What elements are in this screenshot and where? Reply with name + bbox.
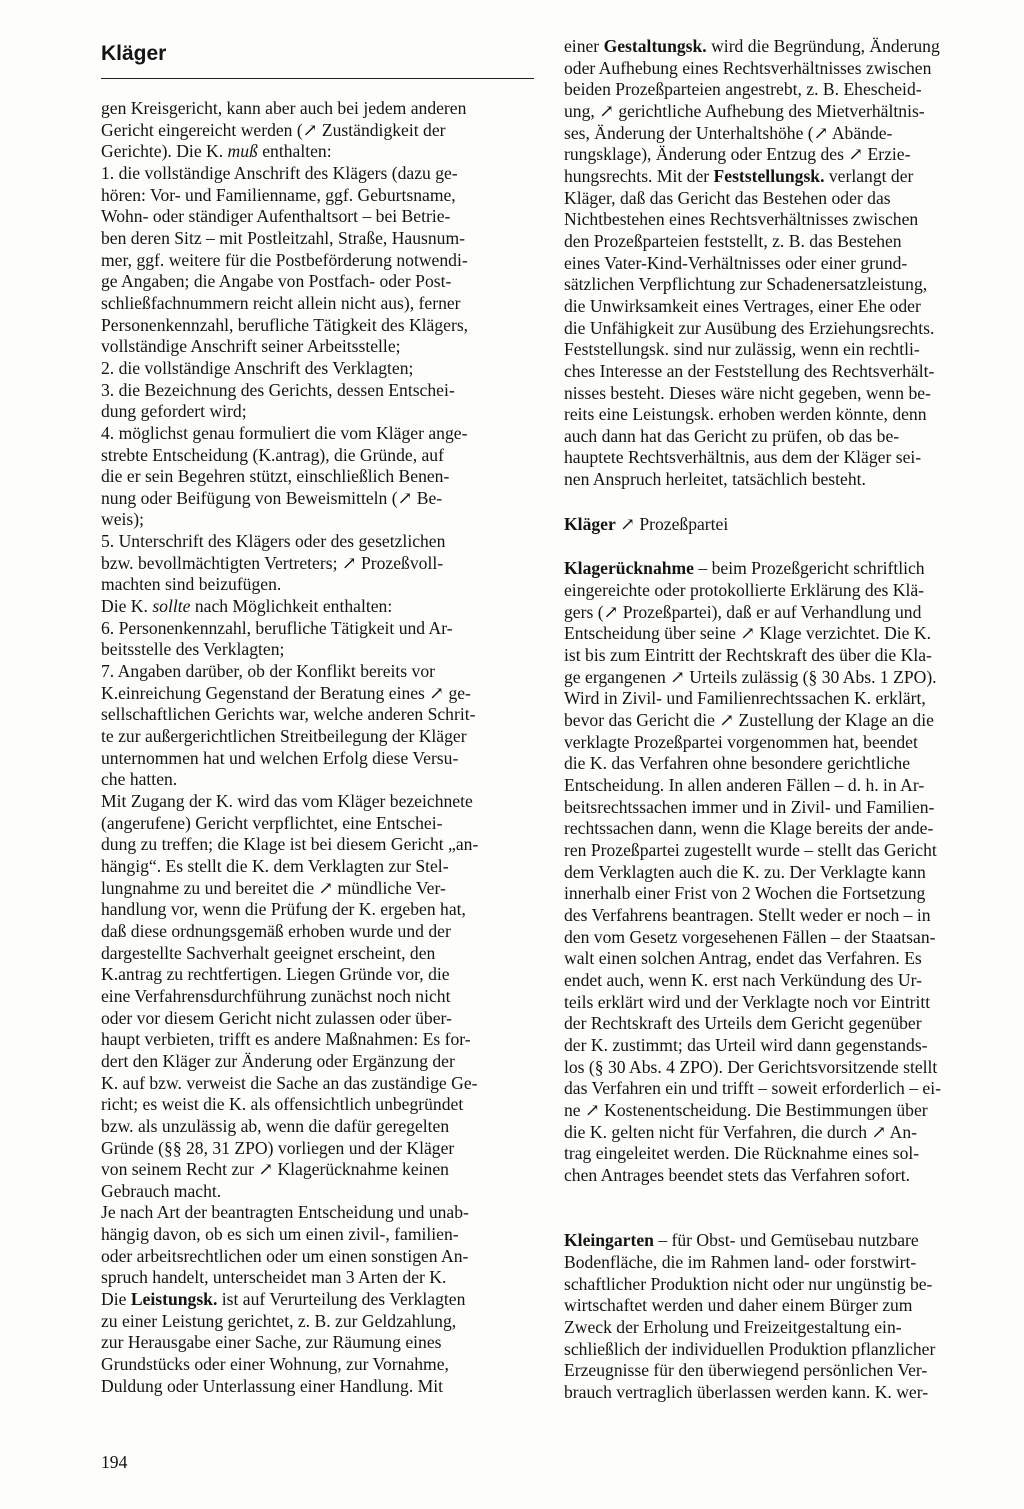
entry-text-line: – beim Prozeßgericht schriftlich — [694, 558, 925, 579]
entry-text-line: den vom Gesetz vorgesehenen Fällen – der Staatsan- — [564, 926, 936, 947]
body-text-line: schließfachnummern reicht allein nicht aus), ferner — [101, 292, 461, 313]
entry-text-line: der Rechtskraft des Urteils dem Gericht gegenüber — [564, 1013, 922, 1034]
body-text-line: (angerufene) Gericht verpflichtet, eine Entschei- — [101, 812, 443, 833]
body-text-line: rungsklage), Änderung oder Entzug des ↗ Erzie- — [564, 144, 911, 165]
entry-text-line: dem Verklagten auch die K. zu. Der Verklagte kann — [564, 861, 926, 882]
body-text-line: Feststellungsk. sind nur zulässig, wenn ein rechtli- — [564, 339, 920, 360]
entry-text-line: eingereichte oder protokollierte Erklärung des Klä- — [564, 580, 925, 601]
body-text-line: machten sind beizufügen. — [101, 574, 282, 595]
body-text-line: nisses besteht. Dieses wäre nicht gegeben, wenn be- — [564, 382, 931, 403]
body-text-line: richt; es weist die K. als offensichtlich unbegründet — [101, 1094, 464, 1115]
body-text-line: K.antrag zu rechtfertigen. Liegen Gründe vor, die — [101, 964, 450, 985]
body-text-line: 4. möglichst genau formuliert die vom Kläger ange- — [101, 422, 468, 443]
body-text-line: dung zu treffen; die Klage ist bei diesem Gericht „an- — [101, 834, 479, 855]
entry-text-line: gers (↗ Prozeßpartei), daß er auf Verhandlung und — [564, 601, 922, 622]
body-text-line: oder Aufhebung eines Rechtsverhältnisses zwischen — [564, 57, 932, 78]
body-text-line: dargestellte Sachverhalt geeignet erscheint, den — [101, 942, 436, 963]
entry-text-line: das Verfahren ein und trifft – soweit erforderlich – ei- — [564, 1078, 941, 1099]
left-column — [101, 98, 534, 1397]
body-text-line: 1. die vollständige Anschrift des Klägers (dazu ge- — [101, 162, 458, 183]
body-text-line: Gerichte). Die K. muß enthalten: — [101, 141, 332, 162]
entry-text-line: Erzeugnisse für den überwiegend persönlichen Ver- — [564, 1360, 928, 1381]
body-text-line: weis); — [101, 509, 144, 530]
entry-text-line: Zweck der Erholung und Freizeitgestaltung ein- — [564, 1317, 902, 1338]
body-text-line: gen Kreisgericht, kann aber auch bei jedem anderen — [101, 98, 467, 118]
body-text-line: te zur außergerichtlichen Streitbeilegung der Kläger — [101, 726, 467, 747]
body-text-line: die Unwirksamkeit eines Vertrages, einer Ehe oder — [564, 295, 921, 316]
body-text-line: dung gefordert wird; — [101, 401, 247, 422]
body-text-line: die er sein Begehren stützt, einschließlich Benen- — [101, 466, 450, 487]
body-text-line: 2. die vollständige Anschrift des Verklagten; — [101, 357, 414, 378]
body-text-line: den Prozeßparteien feststellt, z. B. das Bestehen — [564, 230, 902, 251]
body-text-line: Mit Zugang der K. wird das vom Kläger bezeichnete — [101, 791, 473, 811]
body-text-line: die Unfähigkeit zur Ausübung des Erziehungsrechts. — [564, 317, 935, 338]
body-text-line: hängig“. Es stellt die K. dem Verklagten zur Stel- — [101, 855, 449, 876]
body-text-line: 3. die Bezeichnung des Gerichts, dessen Entschei- — [101, 379, 455, 400]
body-text-line: auch dann hat das Gericht zu prüfen, ob das be- — [564, 425, 900, 446]
body-text-line: daß diese ordnungsgemäß erhoben wurde und der — [101, 920, 451, 941]
entry-text-line: chen Antrages beendet stets das Verfahren sofort. — [564, 1164, 911, 1185]
body-text-line: 5. Unterschrift des Klägers oder des gesetzlichen — [101, 531, 446, 552]
entry-text-line: los (§ 30 Abs. 4 ZPO). Der Gerichtsvorsitzende stellt — [564, 1056, 938, 1077]
body-text-line: dert den Kläger zur Änderung oder Ergänzung der — [101, 1050, 455, 1071]
body-text-line: haupt verbieten, trifft es andere Maßnahmen: Es for- — [101, 1029, 471, 1050]
body-text-line: Gebrauch macht. — [101, 1180, 222, 1201]
body-text-line: oder arbeitsrechtlichen oder um einen sonstigen An- — [101, 1245, 469, 1266]
entry-text-line: beitsrechtssachen immer und in Zivil- und Familien- — [564, 796, 935, 817]
body-text-line: mer, ggf. weitere für die Postbeförderung notwendi- — [101, 249, 468, 270]
entry-text-line: endet auch, wenn K. erst nach Verkündung des Ur- — [564, 969, 922, 990]
entry-klaeger — [564, 514, 996, 536]
entry-headword: Klagerücknahme — [564, 558, 694, 579]
entry-text-line: wirtschaftet werden und daher einem Bürger zum — [564, 1295, 913, 1316]
body-text-line: vollständige Anschrift seiner Arbeitsstelle; — [101, 336, 401, 357]
body-text-line: 6. Personenkennzahl, berufliche Tätigkeit und Ar- — [101, 617, 453, 638]
body-text-line: beiden Prozeßparteien angestrebt, z. B. Ehescheid- — [564, 79, 922, 100]
body-text-line: Kläger, daß das Gericht das Bestehen oder das — [564, 187, 891, 208]
body-text-line: beitsstelle des Verklagten; — [101, 639, 285, 660]
body-text-line: che hatten. — [101, 769, 178, 790]
body-text-line: oder vor diesem Gericht nicht zulassen oder über- — [101, 1007, 452, 1028]
body-text-line: Gründe (§§ 28, 31 ZPO) vorliegen und der Kläger — [101, 1137, 455, 1158]
entry-text-line: teils erklärt wird und der Verklagte noch vor Eintritt — [564, 991, 931, 1012]
running-head: Kläger — [101, 42, 167, 65]
body-text-line: eines Vater-Kind-Verhältnisses oder einer grund- — [564, 252, 908, 273]
body-text-line: ches Interesse an der Feststellung des Rechtsverhält- — [564, 360, 935, 381]
entry-text-line: Entscheidung. In allen anderen Fällen – d. h. in Ar- — [564, 775, 925, 795]
entry-text-line: der K. zustimmt; das Urteil wird dann gegenstands- — [564, 1034, 928, 1055]
entry-text-line: des Verfahrens beantragen. Stellt weder er noch – in — [564, 904, 931, 925]
entry-text-line: Entscheidung über seine ↗ Klage verzichtet. Die K. — [564, 623, 931, 644]
body-text-line: handlung vor, wenn die Prüfung der K. ergeben hat, — [101, 899, 466, 920]
entry-text-line: ne ↗ Kostenentscheidung. Die Bestimmungen über — [564, 1099, 928, 1120]
entry-kleingarten — [564, 1230, 996, 1403]
entry-headword: Kleingarten — [564, 1230, 654, 1251]
body-text-line: von seinem Recht zur ↗ Klagerücknahme keinen — [101, 1159, 449, 1180]
body-text-line: 7. Angaben darüber, ob der Konflikt bereits vor — [101, 661, 435, 682]
entry-text-line: ist bis zum Eintritt der Rechtskraft des über die Kla- — [564, 645, 932, 666]
body-text-line: Duldung oder Unterlassung einer Handlung. Mit — [101, 1375, 444, 1396]
entry-text-line: innerhalb einer Frist von 2 Wochen die Fortsetzung — [564, 883, 926, 904]
body-text-line: einer Gestaltungsk. wird die Begründung, Änderung — [564, 36, 940, 56]
page-number: 194 — [101, 1452, 128, 1472]
body-text-line: K. auf bzw. verweist die Sache an das zuständige Ge- — [101, 1072, 478, 1093]
header-rule — [101, 78, 534, 79]
body-text-line: ben deren Sitz – mit Postleitzahl, Straße, Hausnum- — [101, 227, 466, 248]
body-text-line: zu einer Leistung gerichtet, z. B. zur Geldzahlung, — [101, 1310, 457, 1331]
body-text-line: reits eine Leistungsk. erhoben werden könnte, denn — [564, 404, 927, 425]
entry-text-line: verklagte Prozeßpartei vorgenommen hat, beendet — [564, 731, 918, 752]
body-text-line: ses, Änderung der Unterhaltshöhe (↗ Abände- — [564, 122, 893, 143]
body-text-line: unternommen hat und welchen Erfolg diese Versu- — [101, 747, 459, 768]
entry-text-line: ren Prozeßpartei zugestellt wurde – stellt das Gericht — [564, 839, 937, 860]
body-text-line: eine Verfahrensdurchführung zunächst noch nicht — [101, 985, 451, 1006]
right-column — [564, 36, 996, 1404]
body-text-line: hauptete Rechtsverhältnis, aus dem der Kläger sei- — [564, 447, 922, 468]
entry-crossref: ↗ Prozeßpartei — [615, 513, 729, 534]
body-text-line: ge Angaben; die Angabe von Postfach- oder Post- — [101, 271, 452, 292]
body-text-line: nung oder Beifügung von Beweismitteln (↗ Be- — [101, 487, 443, 508]
body-text-line: hängig davon, ob es sich um einen zivil-, familien- — [101, 1224, 459, 1245]
body-text-line: Die K. sollte nach Möglichkeit enthalten: — [101, 596, 393, 617]
body-text-line: spruch handelt, unterscheidet man 3 Arten der K. — [101, 1267, 447, 1288]
entry-headword: Kläger — [564, 513, 616, 534]
entry-text-line: Wird in Zivil- und Familienrechtssachen K. erklärt, — [564, 688, 926, 709]
entry-text-line: schließlich der individuellen Produktion pflanzlicher — [564, 1338, 936, 1359]
entry-text-line: ge ergangenen ↗ Urteils zulässig (§ 30 Abs. 1 ZPO). — [564, 666, 937, 687]
body-text-line: ung, ↗ gerichtliche Aufhebung des Mietverhältnis- — [564, 100, 925, 121]
body-text-line: sätzlichen Verpflichtung zur Schadenersatzleistung, — [564, 274, 928, 295]
entry-text-line: walt einen solchen Antrag, endet das Verfahren. Es — [564, 948, 922, 969]
entry-text-line: brauch vertraglich überlassen werden kann. K. wer- — [564, 1382, 929, 1403]
body-text-line: nen Anspruch herleitet, tatsächlich besteht. — [564, 469, 866, 490]
entry-text-line: Bodenfläche, die im Rahmen land- oder forstwirt- — [564, 1252, 917, 1273]
body-text-line: strebte Entscheidung (K.antrag), die Gründe, auf — [101, 444, 444, 465]
body-text-line: lungnahme zu und bereitet die ↗ mündliche Ver- — [101, 877, 446, 898]
body-text-line: hungsrechts. Mit der Feststellungsk. verlangt der — [564, 165, 914, 186]
body-text-line: Je nach Art der beantragten Entscheidung und unab- — [101, 1202, 469, 1223]
entry-text-line: bevor das Gericht die ↗ Zustellung der Klage an die — [564, 710, 934, 731]
body-text-line: Gericht eingereicht werden (↗ Zuständigkeit der — [101, 119, 446, 140]
entry-klagerucknahme — [564, 558, 996, 1186]
body-text-line: bzw. bevollmächtigten Vertreters; ↗ Prozeßvoll- — [101, 552, 444, 573]
body-text-line: Die Leistungsk. ist auf Verurteilung des Verklagten — [101, 1289, 466, 1310]
entry-text-line: die K. gelten nicht für Verfahren, die durch ↗ An- — [564, 1121, 917, 1142]
body-text-line: hören: Vor- und Familienname, ggf. Geburtsname, — [101, 184, 456, 205]
entry-text-line: trag eingeleitet werden. Die Rücknahme eines sol- — [564, 1143, 920, 1164]
entry-text-line: die K. das Verfahren ohne besondere gerichtliche — [564, 753, 911, 774]
body-text-line: bzw. als unzulässig ab, wenn die dafür geregelten — [101, 1115, 450, 1136]
entry-text-line: schaftlicher Produktion nicht oder nur ungünstig be- — [564, 1273, 933, 1294]
body-text-line: K.einreichung Gegenstand der Beratung eines ↗ ge- — [101, 682, 471, 703]
body-text-line: Wohn- oder ständiger Aufenthaltsort – bei Betrie- — [101, 206, 451, 227]
body-text-line: Personenkennzahl, berufliche Tätigkeit des Klägers, — [101, 314, 469, 335]
entry-text-line: rechtssachen dann, wenn die Klage bereits der ande- — [564, 818, 934, 839]
body-text-line: Nichtbestehen eines Rechtsverhältnisses zwischen — [564, 209, 919, 230]
body-text-line: sellschaftlichen Gerichts war, welche anderen Schrit- — [101, 704, 476, 725]
entry-text-line: – für Obst- und Gemüsebau nutzbare — [653, 1230, 919, 1251]
body-text-line: Grundstücks oder einer Wohnung, zur Vornahme, — [101, 1354, 449, 1375]
entry-continuation — [564, 36, 996, 491]
body-text-line: zur Herausgabe einer Sache, zur Räumung eines — [101, 1332, 442, 1353]
